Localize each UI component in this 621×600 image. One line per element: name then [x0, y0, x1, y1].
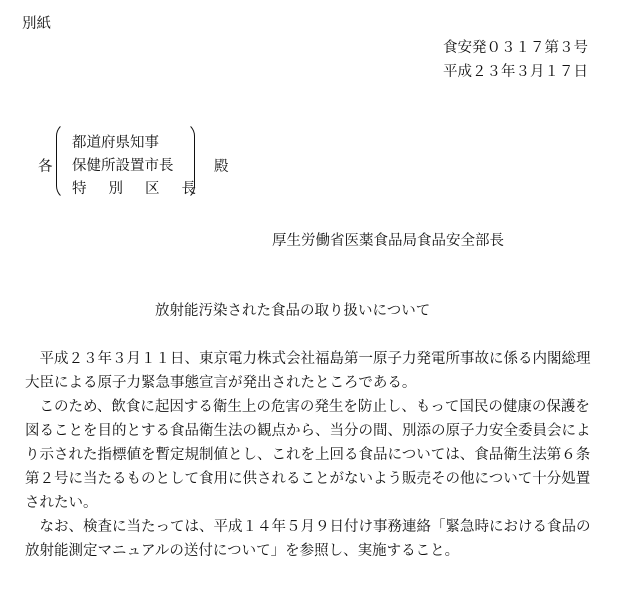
body-paragraph: このため、飲食に起因する衛生上の危害の発生を防止し、もって国民の健康の保護を図ることを目的とする食品衛生法の観点から、当分の間、別添の原子力安全委員会により示された指標値を暫定規制値とし、これを上回る食品については、食品衛生法第６条第２号に当たるものとして食用に供されることがないよう販売その他について十分処置されたい。	[25, 399, 591, 511]
right-bracket	[180, 122, 195, 200]
sender: 厚生労働省医薬食品局食品安全部長	[272, 233, 504, 249]
recipient-governor: 都道府県知事	[72, 135, 159, 151]
document-subject: 放射能汚染された食品の取り扱いについて	[155, 303, 431, 319]
addressee-prefix: 各	[38, 159, 53, 175]
body-paragraph: 平成２３年３月１１日、東京電力株式会社福島第一原子力発電所事故に係る内閣総理大臣による原子力緊急事態宣言が発出されたところである。	[25, 351, 591, 391]
body-paragraph: なお、検査に当たっては、平成１４年５月９日付け事務連絡「緊急時における食品の放射能測定マニュアルの送付について」を参照し、実施すること。	[25, 519, 591, 559]
recipient-ward-mayor: 特別区長	[72, 181, 218, 197]
attachment-label: 別紙	[22, 16, 51, 32]
recipient-list	[72, 132, 218, 201]
addressee-honorific: 殿	[214, 159, 229, 175]
document-number: 食安発０３１７第３号	[443, 40, 588, 56]
document-date: 平成２３年３月１７日	[443, 64, 588, 80]
left-bracket	[56, 122, 71, 200]
recipient-mayor: 保健所設置市長	[72, 158, 174, 174]
document-body	[25, 347, 597, 563]
